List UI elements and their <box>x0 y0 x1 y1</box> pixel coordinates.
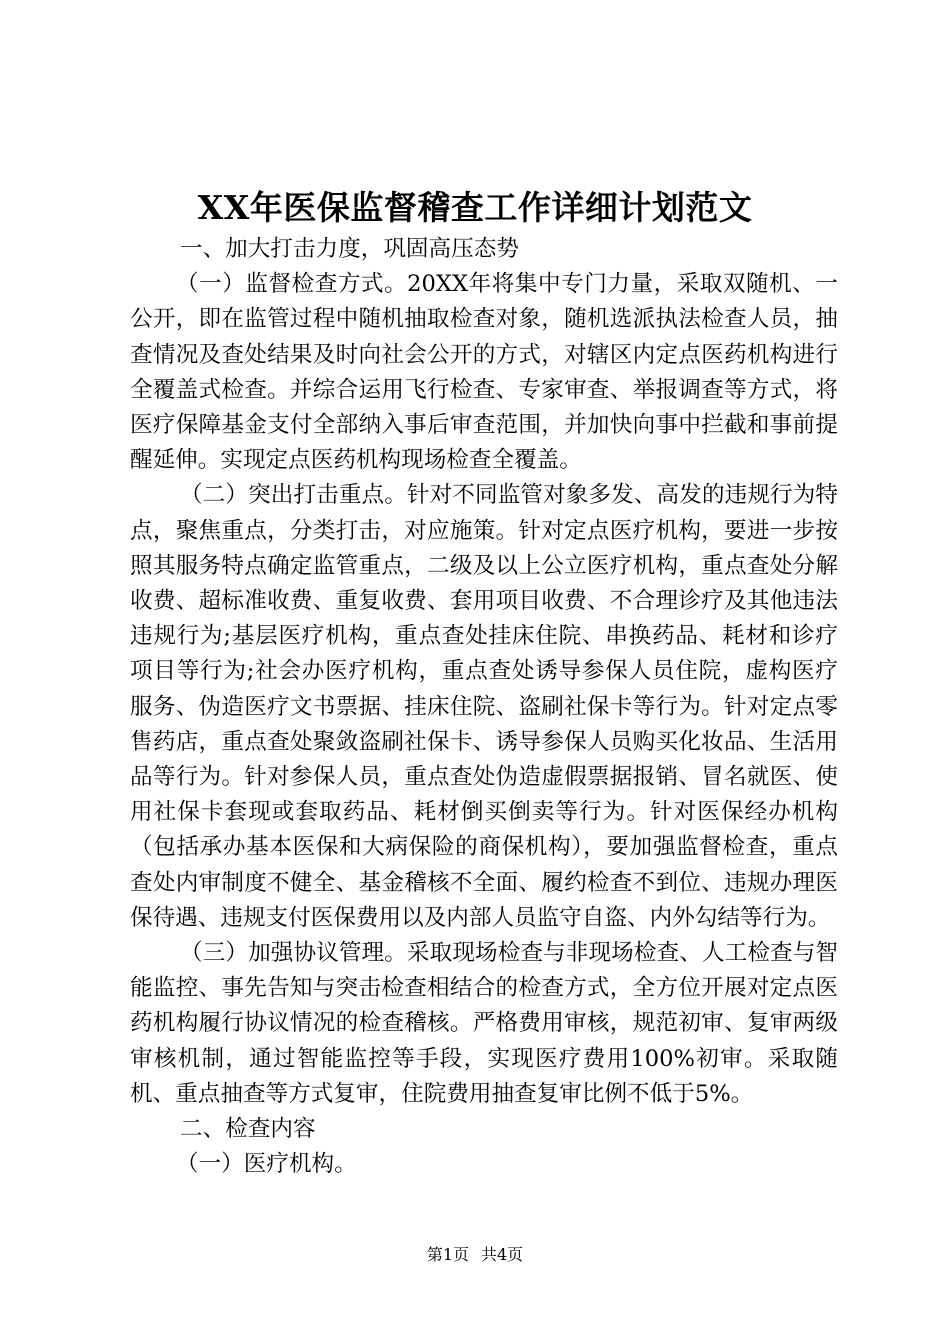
paragraph-supervision-method: （一）监督检查方式。20XX年将集中专门力量，采取双随机、一公开，即在监管过程中随机抽取检查对象，随机选派执法检查人员，抽查情况及查处结果及时向社会公开的方式，对辖区内定点医药机构进行全覆盖式检查。并综合运用飞行检查、专家审查、举报调查等方式，将医疗保障基金支付全部纳入事后审查范围，并加快向事中拦截和事前提醒延伸。实现定点医药机构现场检查全覆盖。 <box>130 271 838 474</box>
page-number: 第1页 <box>426 1245 469 1264</box>
subsection-medical-institutions: （一）医疗机构。 <box>176 1151 357 1178</box>
document-body <box>130 232 838 1182</box>
page-total: 共4页 <box>481 1245 524 1264</box>
document-title: XX年医保监督稽查工作详细计划范文 <box>197 188 753 227</box>
paragraph-agreement-management: （三）加强协议管理。采取现场检查与非现场检查、人工检查与智能监控、事先告知与突击检查相结合的检查方式，全方位开展对定点医药机构履行协议情况的检查稽核。严格费用审核，规范初审、复审两级审核机制，通过智能监控等手段，实现医疗费用100%初审。采取随机、重点抽查等方式复审，住院费用抽查复审比例不低于5%。 <box>130 940 838 1107</box>
page-footer <box>0 1244 950 1266</box>
section-heading-1: 一、加大打击力度，巩固高压态势 <box>180 236 519 262</box>
paragraph-key-targets: （二）突出打击重点。针对不同监管对象多发、高发的违规行为特点，聚焦重点，分类打击，对应施策。针对定点医疗机构，要进一步按照其服务特点确定监管重点，二级及以上公立医疗机构，重点查处分解收费、超标准收费、重复收费、套用项目收费、不合理诊疗及其他违法违规行为;基层医疗机构，重点查处挂床住院、串换药品、耗材和诊疗项目等行为;社会办医疗机构，重点查处诱导参保人员住院，虚构医疗服务、伪造医疗文书票据、挂床住院、盗刷社保卡等行为。针对定点零售药店，重点查处聚敛盗刷社保卡、诱导参保人员购买化妆品、生活用品等行为。针对参保人员，重点查处伪造虚假票据报销、冒名就医、使用社保卡套现或套取药品、耗材倒买倒卖等行为。针对医保经办机构（包括承办基本医保和大病保险的商保机构），要加强监督检查，重点查处内审制度不健全、基金稽核不全面、履约检查不到位、违规办理医保待遇、违规支付医保费用以及内部人员监守自盗、内外勾结等行为。 <box>130 482 838 931</box>
section-heading-2: 二、检查内容 <box>180 1116 316 1143</box>
